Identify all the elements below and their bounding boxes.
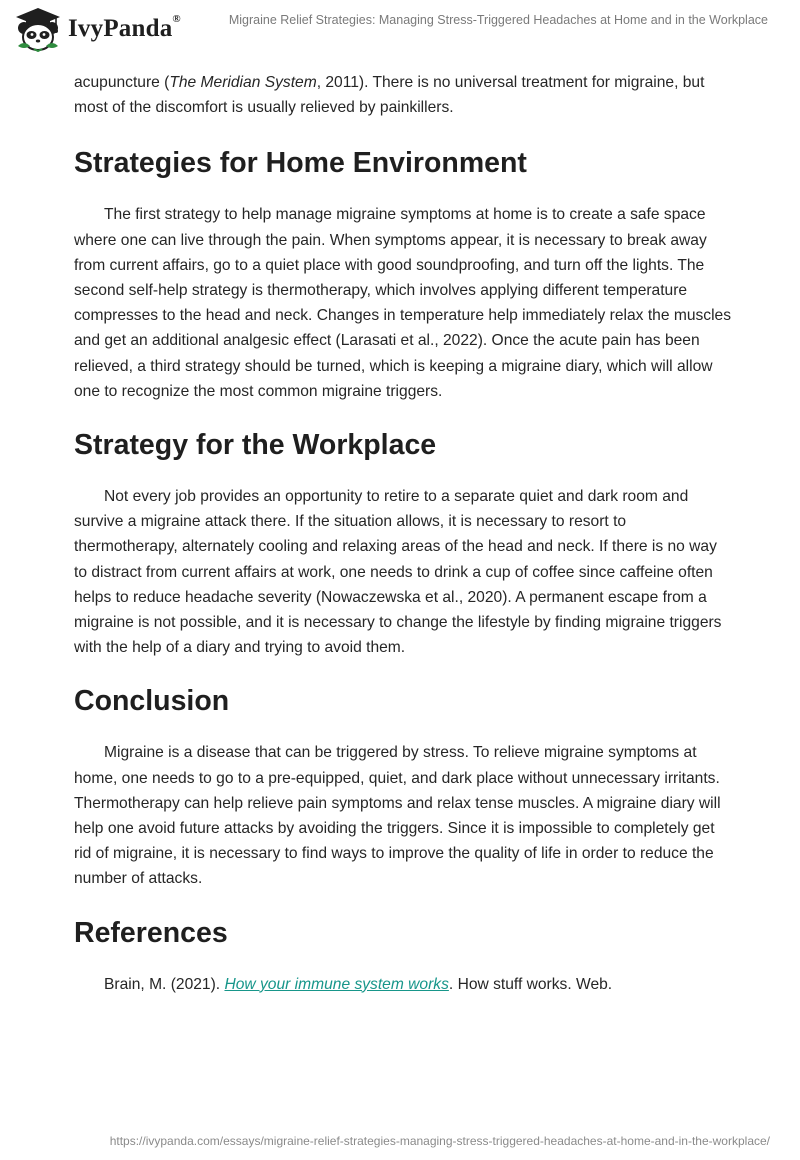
reference-lead: Brain, M. (2021). xyxy=(104,975,225,993)
heading-conclusion: Conclusion xyxy=(74,685,230,718)
ivypanda-logo[interactable] xyxy=(14,6,181,52)
heading-references: References xyxy=(74,916,228,949)
reference-link[interactable]: How your immune system works xyxy=(224,975,449,993)
intro-source-title: The Meridian System xyxy=(169,74,317,91)
intro-tail: , 2011). There is no universal treatment for migraine, but most of the discomfort is usually relieved by painkillers. xyxy=(74,74,705,117)
reference-tail: . How stuff works. Web. xyxy=(448,975,613,993)
home-strategies-paragraph: The first strategy to help manage migraine symptoms at home is to create a safe space where one can live through the pain. When symptoms appear, it is necessary to break away from current affairs, go to a quiet place with good soundproofing, and turn off the lights. The second self-help strategy is thermotherapy, which involves applying different temperature compresses to the head and neck. Changes in temperature help immediately relax the muscles and get an additional analgesic effect (Larasati et al., 2022). Once the acute pain has been relieved, a third strategy should be turned, which is keeping a migraine diary, which will allow one to recognize the most common migraine triggers. xyxy=(74,206,732,400)
registered-mark: ® xyxy=(172,13,181,25)
essay-body xyxy=(74,70,734,997)
panda-graduate-icon xyxy=(14,6,62,52)
intro-lead: acupuncture ( xyxy=(74,74,170,91)
page-header xyxy=(0,0,800,60)
heading-workplace: Strategy for the Workplace xyxy=(74,429,437,462)
reference-entry xyxy=(74,972,734,997)
intro-paragraph xyxy=(74,70,734,120)
conclusion-paragraph: Migraine is a disease that can be triggered by stress. To relieve migraine symptoms at home, one needs to go to a pre-equipped, quiet, and dark place without unnecessary irritants. Thermotherapy can help relieve pain symptoms and relax tense muscles. A migraine diary will help one avoid future attacks by avoiding the triggers. Since it is impossible to completely get rid of migraine, it is necessary to find ways to improve the quality of life in order to reduce the number of attacks. xyxy=(74,744,721,888)
heading-home-environment: Strategies for Home Environment xyxy=(74,147,527,180)
brand-name xyxy=(68,15,181,43)
brand-text: IvyPanda xyxy=(68,15,173,42)
workplace-strategy-paragraph: Not every job provides an opportunity to retire to a separate quiet and dark room and survive a migraine attack there. If the situation allows, it is necessary to resort to thermotherapy, alternately cooling and relaxing areas of the head and neck. If there is no way to distract from current affairs at work, one needs to drink a cup of coffee since caffeine often helps to reduce headache severity (Nowaczewska et al., 2020). A permanent escape from a migraine is not possible, and it is necessary to change the lifestyle by finding migraine triggers with the help of a diary and trying to avoid them. xyxy=(74,488,722,657)
source-url[interactable]: https://ivypanda.com/essays/migraine-relief-strategies-managing-stress-triggered-headaches-at-home-and-in-the-workplace/ xyxy=(109,1134,770,1148)
document-title: Migraine Relief Strategies: Managing Stress-Triggered Headaches at Home and in the Workplace xyxy=(228,13,768,27)
